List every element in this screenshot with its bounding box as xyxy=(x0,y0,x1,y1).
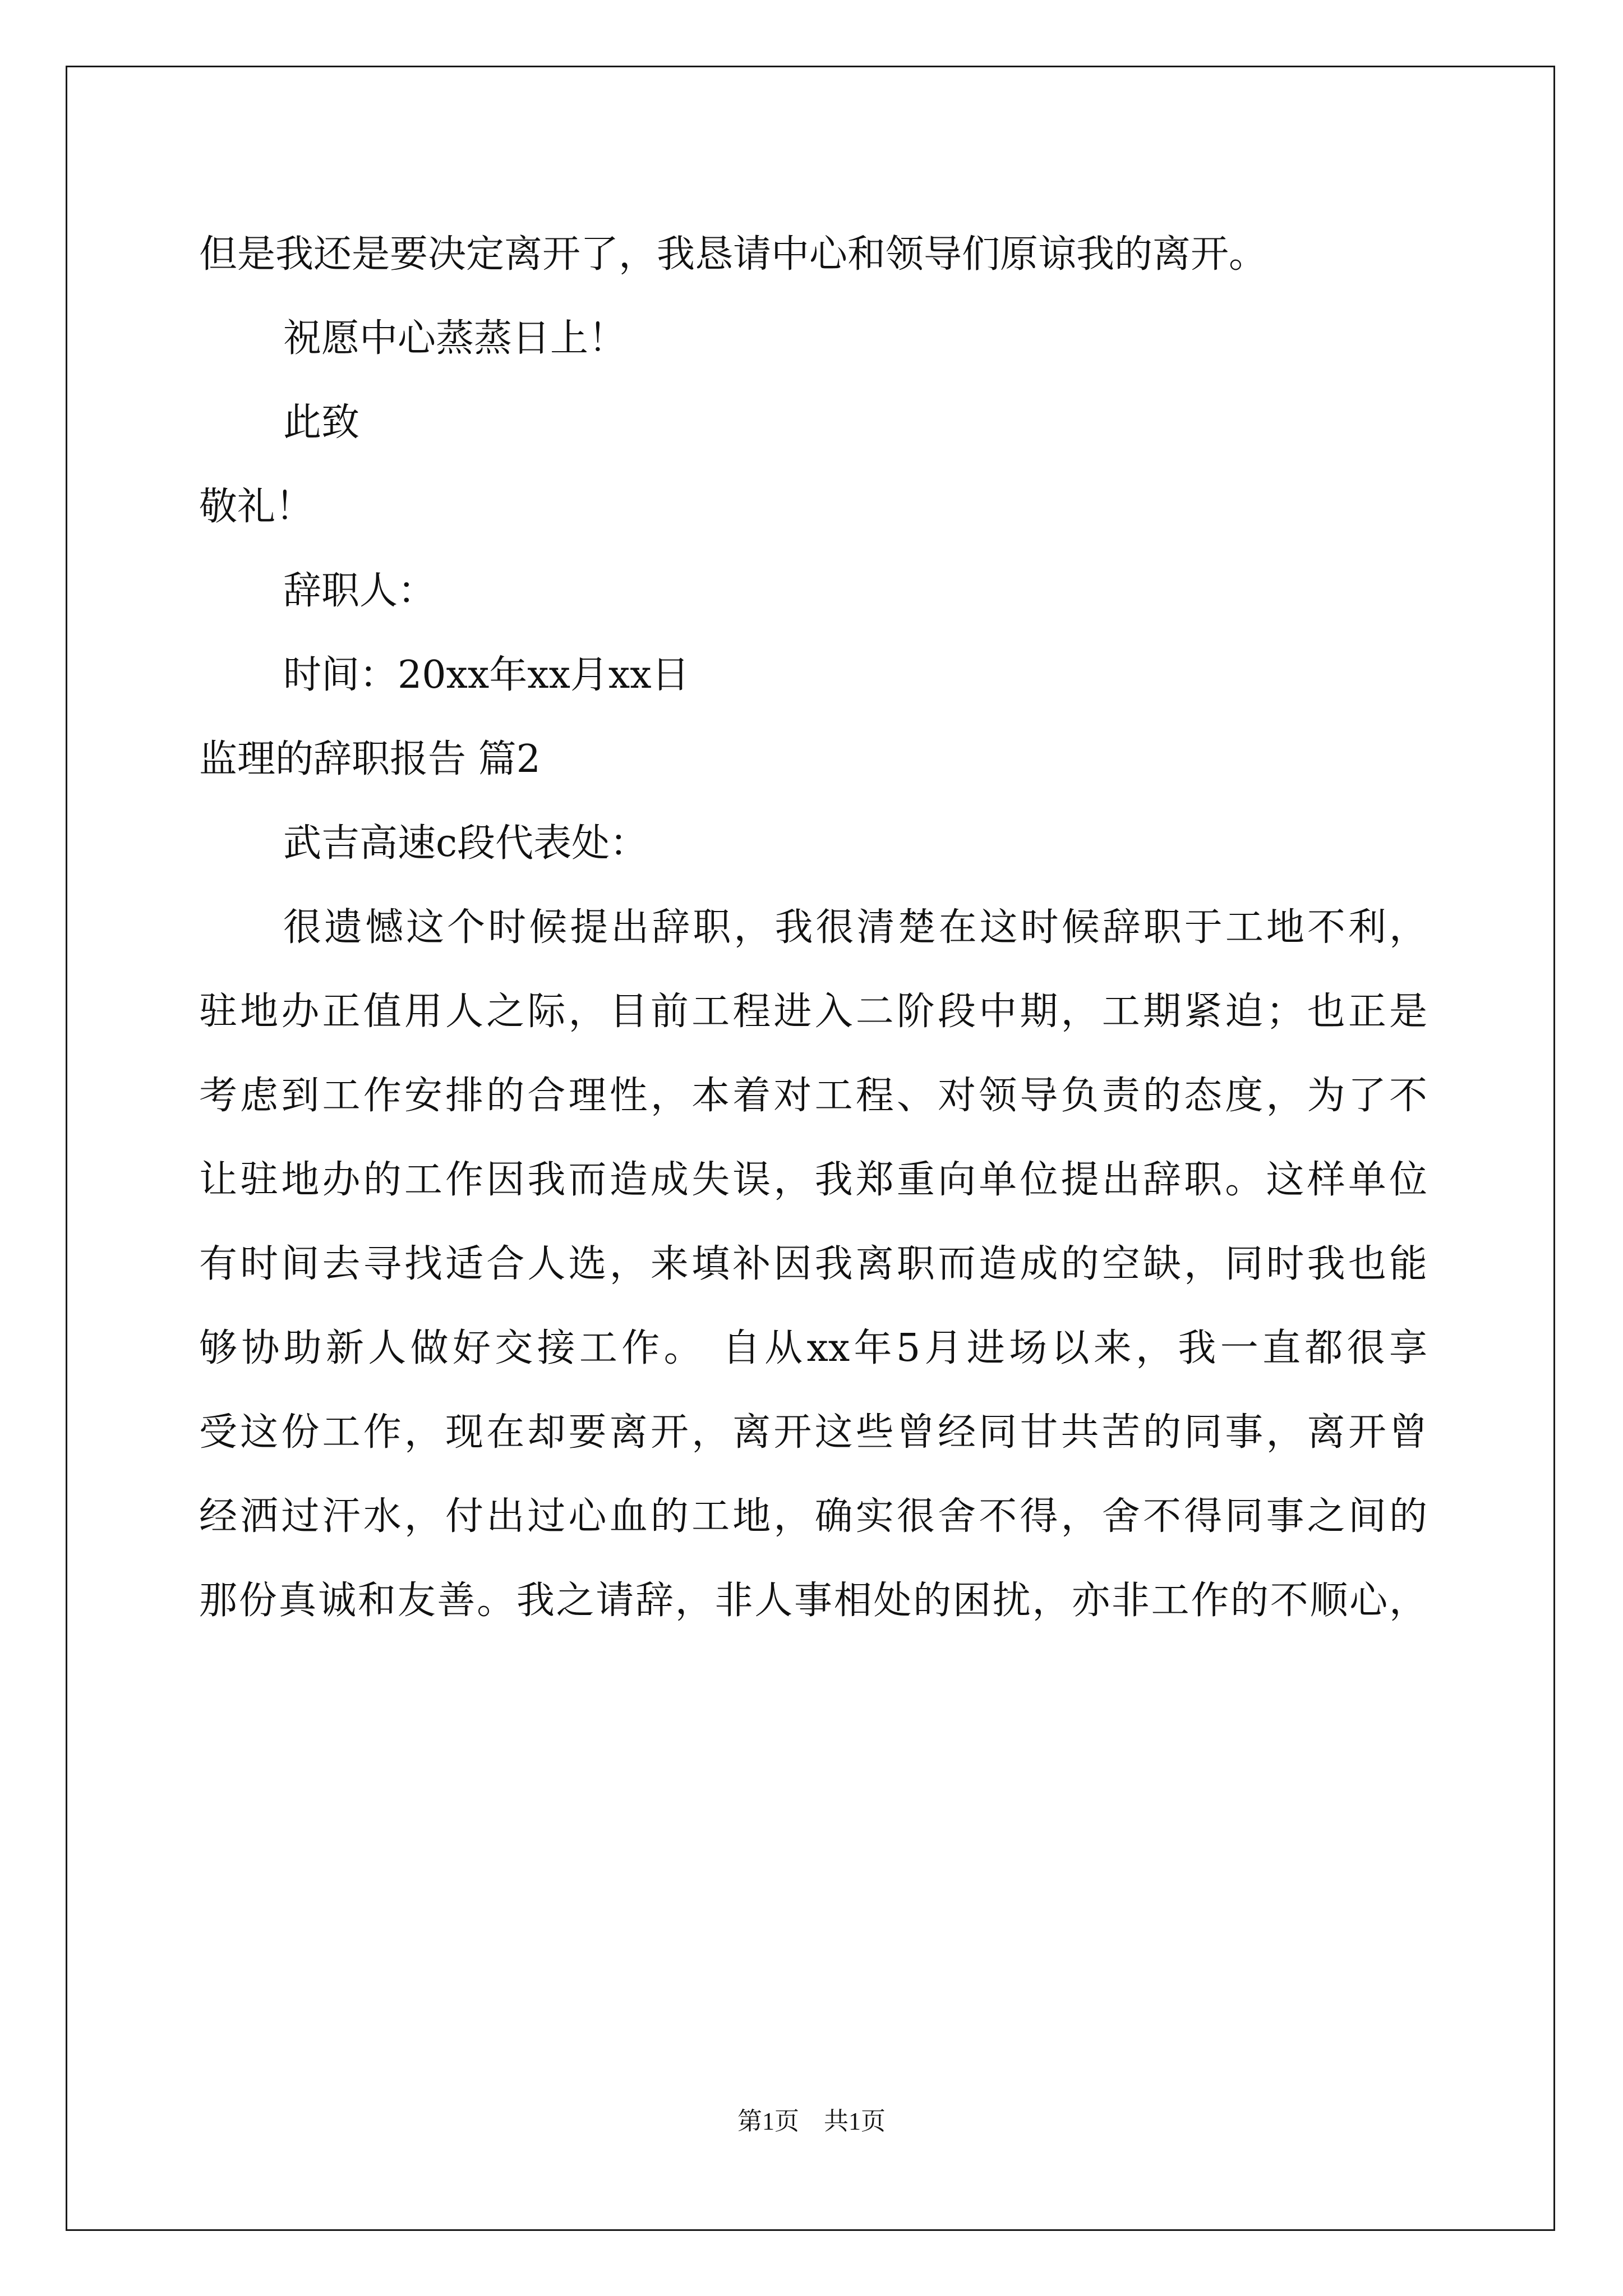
paragraph-line: 驻地办正值用人之际，目前工程进入二阶段中期，工期紧迫；也正是 xyxy=(199,990,1427,1034)
page-footer: 第1页 共1页 xyxy=(737,2108,886,2135)
paragraph-line: 够协助新人做好交接工作。 自从xx年5月进场以来，我一直都很享 xyxy=(199,1326,1427,1370)
paragraph-line: 时间：20xx年xx月xx日 xyxy=(283,653,690,697)
paragraph-line: 此致 xyxy=(283,401,360,445)
paragraph-line: 经洒过汗水，付出过心血的工地，确实很舍不得，舍不得同事之间的 xyxy=(199,1494,1427,1539)
paragraph-line: 那份真诚和友善。我之请辞，非人事相处的困扰，亦非工作的不顺心， xyxy=(199,1579,1427,1623)
paragraph-line: 很遗憾这个时候提出辞职，我很清楚在这时候辞职于工地不利， xyxy=(283,905,1427,950)
paragraph-line: 考虑到工作安排的合理性，本着对工程、对领导负责的态度，为了不 xyxy=(199,1074,1427,1118)
paragraph-line: 祝愿中心蒸蒸日上！ xyxy=(283,316,627,361)
paragraph-line: 受这份工作，现在却要离开，离开这些曾经同甘共苦的同事，离开曾 xyxy=(199,1410,1427,1455)
section-heading: 监理的辞职报告 篇2 xyxy=(199,737,541,781)
paragraph-line: 武吉高速c段代表处： xyxy=(283,821,648,866)
paragraph-line: 辞职人： xyxy=(283,569,436,613)
paragraph-line: 有时间去寻找适合人选，来填补因我离职而造成的空缺，同时我也能 xyxy=(199,1242,1427,1286)
paragraph-line: 敬礼！ xyxy=(199,485,314,529)
paragraph-line: 但是我还是要决定离开了，我恳请中心和领导们原谅我的离开。 xyxy=(199,232,1267,277)
page-border xyxy=(66,66,1555,2231)
paragraph-line: 让驻地办的工作因我而造成失误，我郑重向单位提出辞职。这样单位 xyxy=(199,1158,1427,1202)
